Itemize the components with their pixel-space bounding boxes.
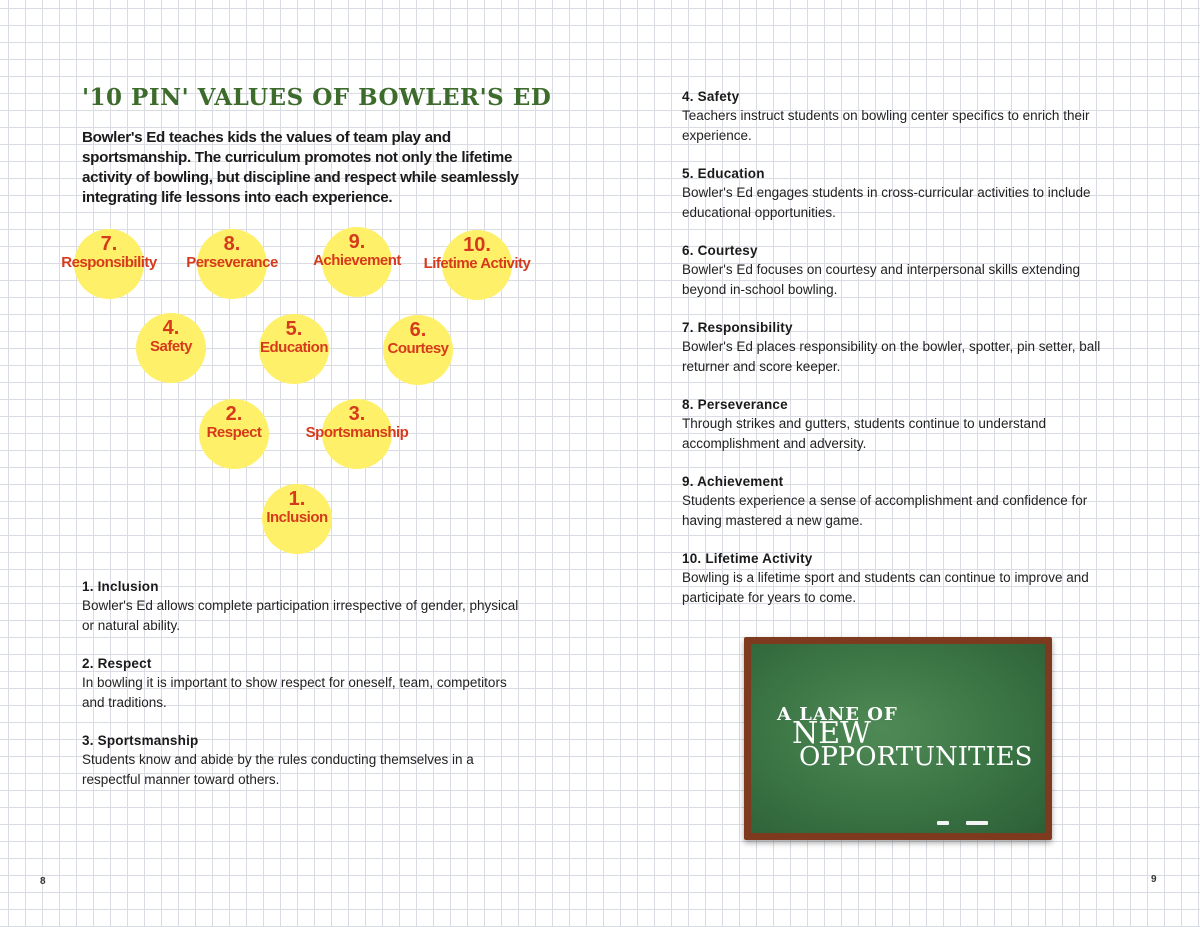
value-title: 9. Achievement [682,474,784,489]
values-list-left [82,577,522,808]
value-description: Bowler's Ed places responsibility on the bowler, spotter, pin setter, ball returner and score keeper. [682,339,1101,374]
pin-safety [136,313,206,383]
pin-label: Education [259,339,329,356]
page-number-right: 9 [1151,874,1157,885]
value-item [682,549,1127,607]
pin-label: Respect [206,424,262,441]
pin-education [259,314,329,384]
value-description: Teachers instruct students on bowling center specifics to enrich their experience. [682,108,1090,143]
pin-number: 7. [100,233,118,255]
value-description: Bowler's Ed engages students in cross-curricular activities to include educational opportunities. [682,185,1091,220]
pin-number: 10. [463,234,491,256]
pin-label: Safety [149,338,193,355]
value-description: Bowling is a lifetime sport and students can continue to improve and participate for years to come. [682,570,1089,605]
pin-achievement [313,227,401,297]
pin-label: Perseverance [186,254,278,271]
intro-paragraph: Bowler's Ed teaches kids the values of team play and sportsmanship. The curriculum promotes not only the lifetime activity of bowling, but discipline and respect while seamlessly integrating life lessons into each experience. [82,129,519,206]
value-item [82,654,522,712]
pin-number: 8. [223,233,241,255]
value-title: 4. Safety [682,89,740,104]
pin-number: 3. [348,403,366,425]
chalk-piece [966,821,988,825]
page-number-left: 8 [40,876,46,887]
value-item [682,164,1127,222]
value-item [682,87,1127,145]
value-item [682,318,1127,376]
value-item [682,241,1127,299]
pin-label: Inclusion [266,509,328,526]
value-description: Bowler's Ed focuses on courtesy and interpersonal skills extending beyond in-school bowling. [682,262,1081,297]
pin-label: Courtesy [387,340,449,357]
pin-label: Responsibility [61,254,157,271]
chalk-piece [937,821,949,825]
chalkboard-image [744,637,1052,840]
pin-number: 1. [288,488,306,510]
value-title: 2. Respect [82,656,152,671]
value-item [82,577,522,635]
page-title: '10 PIN' VALUES OF BOWLER'S ED [82,84,552,111]
value-title: 8. Perseverance [682,397,788,412]
values-list-right [682,87,1127,626]
value-description: In bowling it is important to show respect for oneself, team, competitors and traditions. [82,675,507,710]
chalkboard-line-1: A LANE OF [777,704,898,725]
value-title: 3. Sportsmanship [82,733,199,748]
pin-respect [199,399,269,469]
value-description: Through strikes and gutters, students continue to understand accomplishment and adversity. [682,416,1046,451]
pin-lifetime-activity [423,230,531,300]
pin-courtesy [383,315,453,385]
pin-perseverance [186,229,278,299]
value-title: 7. Responsibility [682,320,793,335]
value-description: Students experience a sense of accomplishment and confidence for having mastered a new game. [682,493,1088,528]
pin-label: Lifetime Activity [423,255,531,272]
pin-number: 9. [348,231,366,253]
pin-number: 2. [225,403,243,425]
value-item [82,731,522,789]
pin-sportsmanship [305,399,409,469]
value-description: Bowler's Ed allows complete participation irrespective of gender, physical or natural ability. [82,598,519,633]
value-item [682,472,1127,530]
value-item [682,395,1127,453]
pin-label: Achievement [313,252,401,269]
pin-number: 6. [409,319,427,341]
value-description: Students know and abide by the rules conducting themselves in a respectful manner toward others. [82,752,474,787]
chalkboard-line-3: OPPORTUNITIES [799,742,1033,772]
pin-number: 5. [285,318,303,340]
pin-number: 4. [162,317,180,339]
pin-responsibility [61,229,157,299]
chalkboard-line-2: NEW [792,716,871,751]
value-title: 10. Lifetime Activity [682,551,813,566]
pin-inclusion [262,484,332,554]
value-title: 6. Courtesy [682,243,758,258]
value-title: 5. Education [682,166,765,181]
value-title: 1. Inclusion [82,579,159,594]
pin-label: Sportsmanship [305,424,409,441]
